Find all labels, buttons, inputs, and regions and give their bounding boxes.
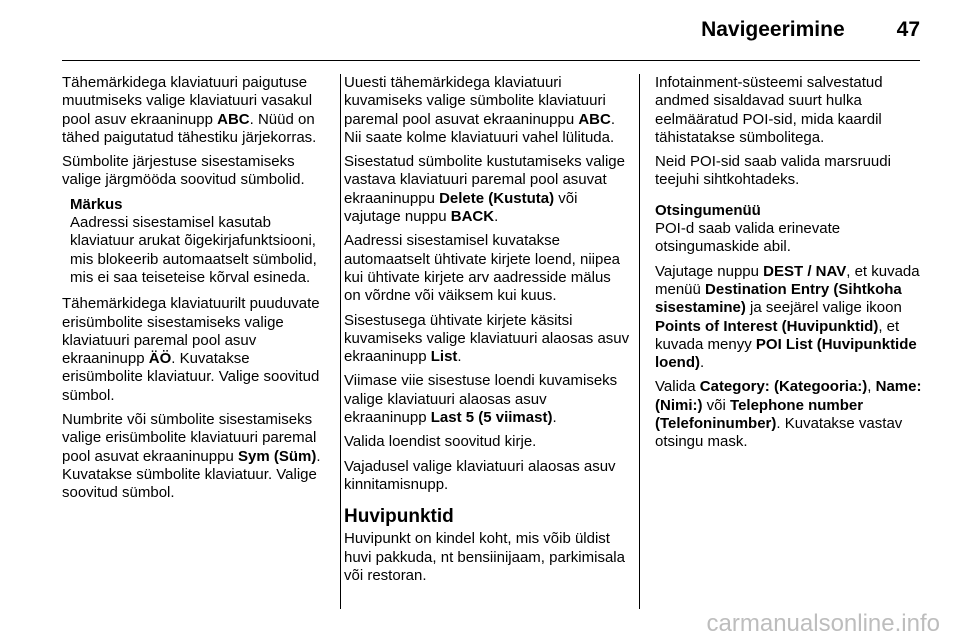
section-heading: Huvipunktid bbox=[344, 506, 454, 528]
paragraph: Infotainment-süsteemi salvestatud andmed sisaldavad suurt hulka eelmääratud POI-sid, mida kaardil tähistatakse sümbolitega. bbox=[655, 74, 883, 146]
page-header bbox=[62, 18, 920, 48]
note-box bbox=[70, 196, 328, 287]
header-rule bbox=[62, 60, 920, 61]
paragraph: Numbrite või sümbolite sisestamiseks valige erisümbolite klaviatuuri paremal pool asuvat ekraaninuppu Sym (Süm). Kuvatakse sümbolite klaviatuur. Valige soovitud sümbol. bbox=[62, 411, 321, 502]
paragraph: POI-d saab valida erinevate otsingumaskide abil. bbox=[655, 220, 841, 256]
paragraph: Valida loendist soovitud kirje. bbox=[344, 433, 537, 451]
paragraph: Viimase viie sisestuse loendi kuvamiseks valige klaviatuuri alaosas asuv ekraaninupp Last 5 (5 viimast). bbox=[344, 372, 618, 427]
subsection-heading: Otsingumenüü bbox=[655, 201, 761, 219]
paragraph: Huvipunkt on kindel koht, mis võib üldist huvi pakkuda, nt bensiinijaam, parkimisala või restoran. bbox=[344, 530, 625, 584]
paragraph: Sümbolite järjestuse sisestamiseks valige järgmööda soovitud sümbolid. bbox=[62, 153, 305, 189]
paragraph: Vajutage nuppu DEST / NAV, et kuvada menüü Destination Entry (Sihtkoha sisestamine) ja seejärel valige ikoon Points of Interest (Huvipunktid), et kuvada menyy POI List (Huvipunktide loend). bbox=[655, 262, 920, 372]
paragraph: Neid POI-sid saab valida marsruudi teejuhi sihtkohtadeks. bbox=[655, 153, 891, 189]
paragraph: Aadressi sisestamisel kuvatakse automaatselt ühtivate kirjete loend, niipea kui ühtivate kirjete arv aadresside mälus on võrdne või väiksem kui kuus. bbox=[344, 232, 621, 305]
paragraph: Sisestusega ühtivate kirjete käsitsi kuvamiseks valige klaviatuuri alaosas asuv ekraaninupp List. bbox=[344, 311, 630, 366]
note-title: Märkus bbox=[70, 195, 123, 213]
paragraph: Uuesti tähemärkidega klaviatuuri kuvamiseks valige sümbolite klaviatuuri paremal pool asuvat ekraaninuppu ABC. Nii saate kolme klaviatuuri vahel lülituda. bbox=[344, 74, 615, 146]
paragraph: Valida Category: (Kategooria:), Name: (Nimi:) või Telephone number (Telefoninumber). Kuvatakse vastav otsingu mask. bbox=[655, 378, 922, 451]
column-2 bbox=[344, 74, 630, 591]
paragraph: Sisestatud sümbolite kustutamiseks valige vastava klaviatuuri paremal pool asuvat ekraaninuppu Delete (Kustuta) või vajutage nuppu BACK. bbox=[344, 153, 625, 226]
column-divider-2 bbox=[639, 74, 640, 609]
watermark-text: carmanualsonline.info bbox=[706, 610, 940, 637]
paragraph: Tähemärkidega klaviatuurilt puuduvate erisümbolite sisestamiseks valige klaviatuuri paremal pool asuv ekraaninupp ÄÖ. Kuvatakse erisümbolite klaviatuur. Valige soovitud sümbol. bbox=[62, 295, 320, 404]
page-number: 47 bbox=[896, 18, 920, 41]
column-3 bbox=[655, 74, 923, 458]
paragraph: Tähemärkidega klaviatuuri paigutuse muutmiseks valige klaviatuuri vasakul pool asuv ekraaninupp ABC. Nüüd on tähed paigutatud tähestiku järjekorras. bbox=[62, 74, 317, 146]
column-divider-1 bbox=[340, 74, 341, 609]
chapter-title: Navigeerimine bbox=[701, 18, 845, 41]
paragraph: Vajadusel valige klaviatuuri alaosas asuv kinnitamisnupp. bbox=[344, 457, 616, 493]
note-text: Aadressi sisestamisel kasutab klaviatuur arukat õigekirjafunktsiooni, mis blokeerib automaatselt sümbolid, mis ei saa teiseteise kõrval esineda. bbox=[70, 214, 317, 286]
column-1 bbox=[62, 74, 328, 509]
